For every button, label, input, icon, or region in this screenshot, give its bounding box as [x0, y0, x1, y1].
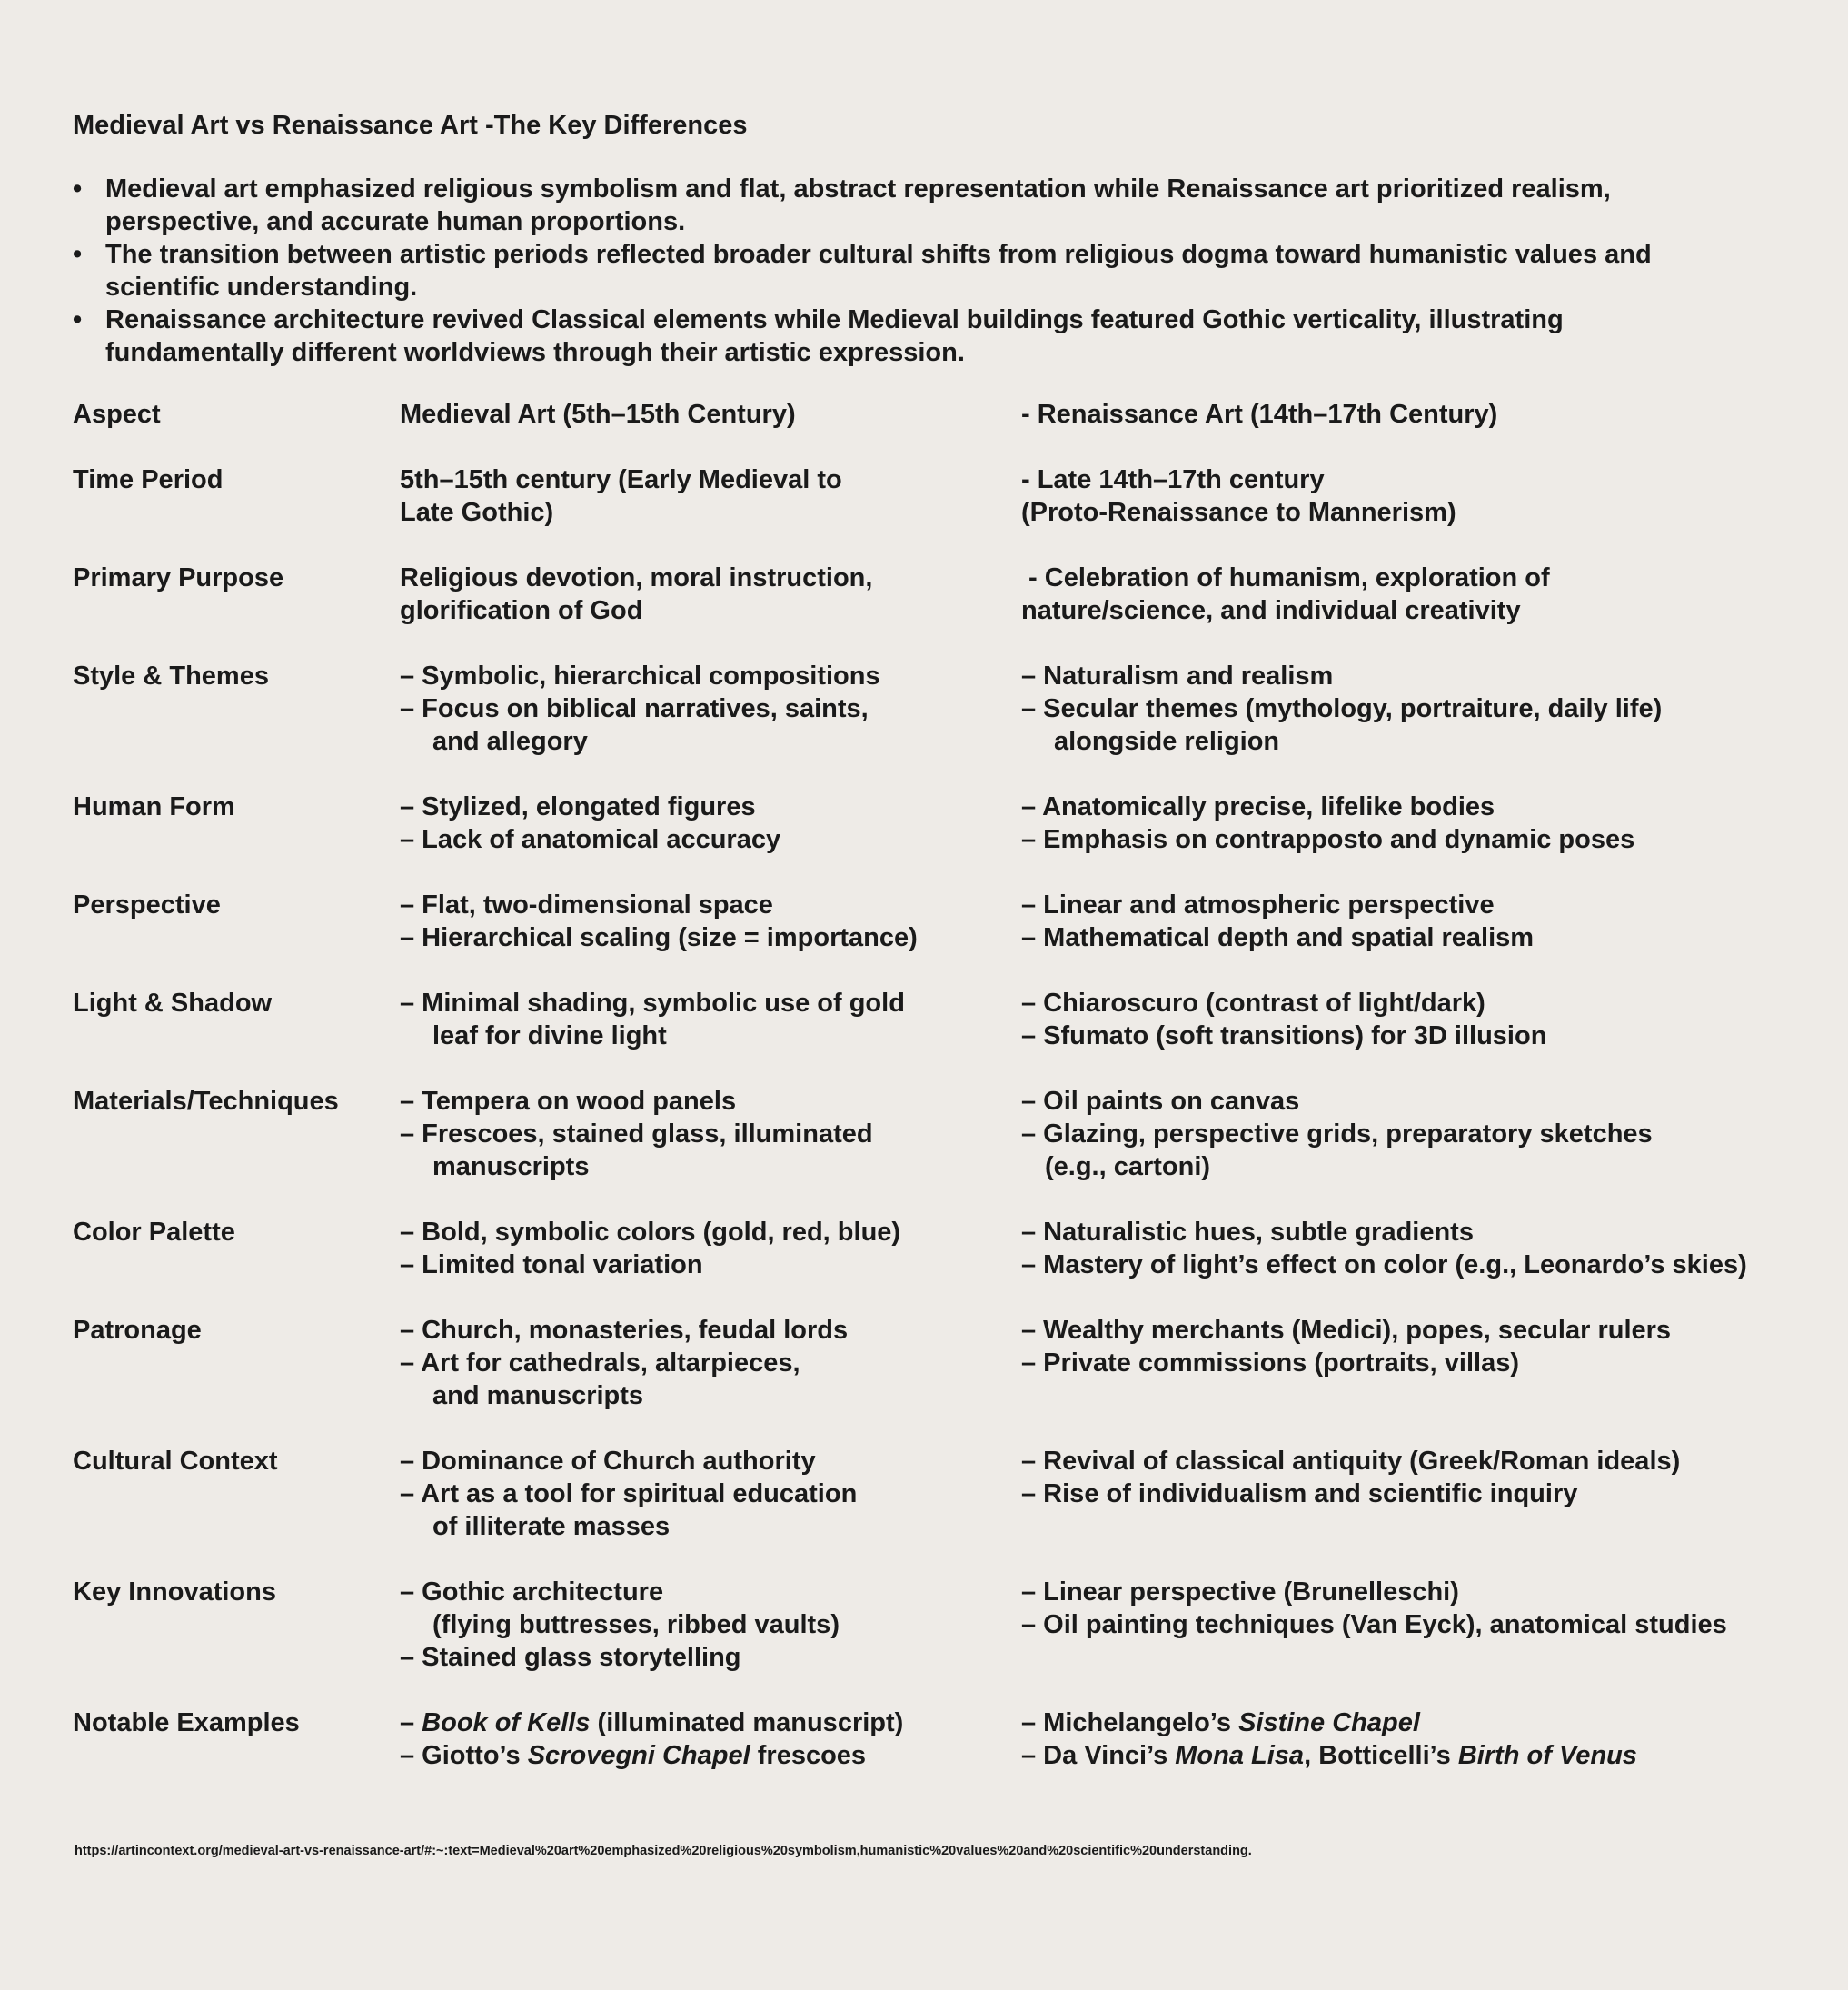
row-aspect: Key Innovations [73, 1577, 276, 1607]
cell-line: – Dominance of Church authority [400, 1447, 816, 1476]
table-row [73, 1576, 1799, 1674]
cell-line: – Art as a tool for spiritual education [400, 1479, 858, 1508]
header-renaissance: - Renaissance Art (14th–17th Century) [1021, 400, 1498, 429]
table-row [73, 1085, 1799, 1183]
cell-line: and manuscripts [432, 1381, 644, 1410]
cell-line: – Focus on biblical narratives, saints, [400, 694, 869, 723]
cell-line: – Hierarchical scaling (size = importance) [400, 923, 918, 952]
summary-bullet-text: • Renaissance architecture revived Classical elements while Medieval buildings featured Gothic verticality, illustrating fundamentally different worldviews through their artistic expression. [105, 305, 1564, 367]
text-run: – Giotto’s [400, 1741, 528, 1770]
cell-line [400, 1739, 1021, 1772]
row-renaissance-cell [1021, 987, 1799, 1052]
row-medieval-cell [400, 1706, 1021, 1772]
row-renaissance-cell [1021, 1216, 1799, 1281]
cell-line: – Sfumato (soft transitions) for 3D illusion [1021, 1021, 1547, 1050]
cell-line: – Symbolic, hierarchical compositions [400, 662, 880, 691]
document-body [73, 107, 1799, 1805]
table-row [73, 889, 1799, 954]
cell-line: (Proto-Renaissance to Mannerism) [1021, 498, 1456, 527]
row-aspect: Time Period [73, 465, 224, 494]
cell-line: Late Gothic) [400, 498, 554, 527]
cell-line: – Oil painting techniques (Van Eyck), anatomical studies [1021, 1610, 1727, 1639]
header-aspect: Aspect [73, 400, 161, 429]
row-aspect: Light & Shadow [73, 989, 273, 1018]
row-medieval-cell [400, 660, 1021, 758]
artwork-title: Mona Lisa [1175, 1741, 1305, 1770]
row-aspect: Color Palette [73, 1218, 235, 1247]
cell-line: – Chiaroscuro (contrast of light/dark) [1021, 989, 1485, 1018]
row-medieval-cell [400, 987, 1021, 1052]
cell-line [1021, 1739, 1799, 1772]
row-renaissance-cell [1021, 1576, 1799, 1674]
cell-line: – Limited tonal variation [400, 1250, 703, 1279]
row-aspect: Cultural Context [73, 1447, 278, 1476]
summary-bullet [73, 303, 1799, 369]
cell-line: leaf for divine light [432, 1021, 667, 1050]
row-medieval-cell [400, 791, 1021, 856]
row-medieval-cell [400, 562, 1021, 627]
row-renaissance-cell [1021, 1314, 1799, 1412]
row-aspect: Patronage [73, 1316, 202, 1345]
cell-line: – Rise of individualism and scientific inquiry [1021, 1479, 1578, 1508]
cell-line: (flying buttresses, ribbed vaults) [432, 1610, 840, 1639]
table-header-row [73, 398, 1799, 431]
cell-line: manuscripts [432, 1152, 590, 1181]
cell-line: – Emphasis on contrapposto and dynamic poses [1021, 825, 1635, 854]
table-row [73, 1445, 1799, 1543]
header-medieval: Medieval Art (5th–15th Century) [400, 400, 796, 429]
table-row [73, 1216, 1799, 1281]
cell-line: – Revival of classical antiquity (Greek/Roman ideals) [1021, 1447, 1681, 1476]
cell-line: Religious devotion, moral instruction, [400, 563, 873, 592]
table-row [73, 562, 1799, 627]
cell-line: – Stained glass storytelling [400, 1643, 741, 1672]
cell-line: – Lack of anatomical accuracy [400, 825, 781, 854]
row-aspect: Materials/Techniques [73, 1087, 339, 1116]
summary-bullet [73, 173, 1799, 238]
cell-line: - Late 14th–17th century [1021, 465, 1325, 494]
row-medieval-cell [400, 1085, 1021, 1183]
row-renaissance-cell [1021, 1706, 1799, 1772]
cell-line: – Naturalism and realism [1021, 662, 1334, 691]
table-row [73, 791, 1799, 856]
cell-line: – Anatomically precise, lifelike bodies [1021, 792, 1495, 821]
summary-bullet-list [73, 173, 1799, 369]
cell-line: – Tempera on wood panels [400, 1087, 737, 1116]
cell-line: – Art for cathedrals, altarpieces, [400, 1348, 800, 1378]
artwork-title: Birth of Venus [1457, 1741, 1637, 1770]
cell-line: - Celebration of humanism, exploration of [1021, 563, 1550, 592]
row-aspect: Perspective [73, 891, 221, 920]
cell-line: nature/science, and individual creativity [1021, 596, 1521, 625]
row-medieval-cell [400, 1314, 1021, 1412]
table-row [73, 1314, 1799, 1412]
table-row [73, 1706, 1799, 1772]
text-run: – [400, 1708, 422, 1737]
cell-line: – Linear and atmospheric perspective [1021, 891, 1495, 920]
cell-line: – Naturalistic hues, subtle gradients [1021, 1218, 1474, 1247]
row-renaissance-cell [1021, 562, 1799, 627]
source-link[interactable]: https://artincontext.org/medieval-art-vs-renaissance-art/#:~:text=Medieval%20art%20emphasized%20religious%20symbolism,humanistic%20values%20and%20scientific%20understanding. [75, 1844, 1252, 1858]
text-run: (illuminated manuscript) [590, 1708, 904, 1737]
text-run: , Botticelli’s [1304, 1741, 1458, 1770]
row-medieval-cell [400, 463, 1021, 529]
row-renaissance-cell [1021, 660, 1799, 758]
cell-line: – Frescoes, stained glass, illuminated [400, 1119, 873, 1149]
cell-line [400, 1706, 1021, 1739]
row-aspect: Style & Themes [73, 662, 269, 691]
cell-line: – Gothic architecture [400, 1577, 664, 1607]
text-run: – Da Vinci’s [1021, 1741, 1176, 1770]
text-run: frescoes [750, 1741, 867, 1770]
row-aspect: Human Form [73, 792, 235, 821]
row-medieval-cell [400, 1445, 1021, 1543]
row-renaissance-cell [1021, 463, 1799, 529]
summary-bullet-text: • The transition between artistic periods reflected broader cultural shifts from religious dogma toward humanistic values and scientific understanding. [105, 240, 1652, 302]
cell-line: – Secular themes (mythology, portraiture, daily life) [1021, 694, 1663, 723]
cell-line: – Wealthy merchants (Medici), popes, secular rulers [1021, 1316, 1672, 1345]
cell-line: glorification of God [400, 596, 643, 625]
cell-line: – Bold, symbolic colors (gold, red, blue) [400, 1218, 901, 1247]
row-renaissance-cell [1021, 791, 1799, 856]
cell-line: – Mathematical depth and spatial realism [1021, 923, 1535, 952]
row-renaissance-cell [1021, 1445, 1799, 1543]
row-medieval-cell [400, 1576, 1021, 1674]
cell-line: – Oil paints on canvas [1021, 1087, 1300, 1116]
cell-line: – Stylized, elongated figures [400, 792, 756, 821]
text-run: – Michelangelo’s [1021, 1708, 1239, 1737]
row-renaissance-cell [1021, 1085, 1799, 1183]
table-row [73, 660, 1799, 758]
cell-line: and allegory [432, 727, 588, 756]
page-title: Medieval Art vs Renaissance Art -The Key Differences [73, 111, 748, 140]
cell-line: (e.g., cartoni) [1045, 1152, 1211, 1181]
cell-line: – Church, monasteries, feudal lords [400, 1316, 849, 1345]
cell-line: – Flat, two-dimensional space [400, 891, 773, 920]
cell-line: – Private commissions (portraits, villas) [1021, 1348, 1519, 1378]
row-aspect: Notable Examples [73, 1708, 300, 1737]
table-row [73, 987, 1799, 1052]
artwork-title: Book of Kells [422, 1708, 591, 1737]
cell-line: – Glazing, perspective grids, preparatory sketches [1021, 1119, 1653, 1149]
comparison-table [73, 398, 1799, 1772]
row-medieval-cell [400, 889, 1021, 954]
cell-line: 5th–15th century (Early Medieval to [400, 465, 842, 494]
cell-line: of illiterate masses [432, 1512, 671, 1541]
cell-line: alongside religion [1054, 727, 1280, 756]
row-renaissance-cell [1021, 889, 1799, 954]
cell-line: – Minimal shading, symbolic use of gold [400, 989, 905, 1018]
cell-line: – Linear perspective (Brunelleschi) [1021, 1577, 1459, 1607]
artwork-title: Sistine Chapel [1238, 1708, 1420, 1737]
row-medieval-cell [400, 1216, 1021, 1281]
summary-bullet-text: • Medieval art emphasized religious symbolism and flat, abstract representation while Renaissance art prioritized realism, perspective, and accurate human proportions. [105, 174, 1611, 236]
table-row [73, 463, 1799, 529]
cell-line: – Mastery of light’s effect on color (e.g., Leonardo’s skies) [1021, 1250, 1747, 1279]
row-aspect: Primary Purpose [73, 563, 284, 592]
cell-line [1021, 1706, 1799, 1739]
artwork-title: Scrovegni Chapel [527, 1741, 750, 1770]
summary-bullet [73, 238, 1799, 303]
